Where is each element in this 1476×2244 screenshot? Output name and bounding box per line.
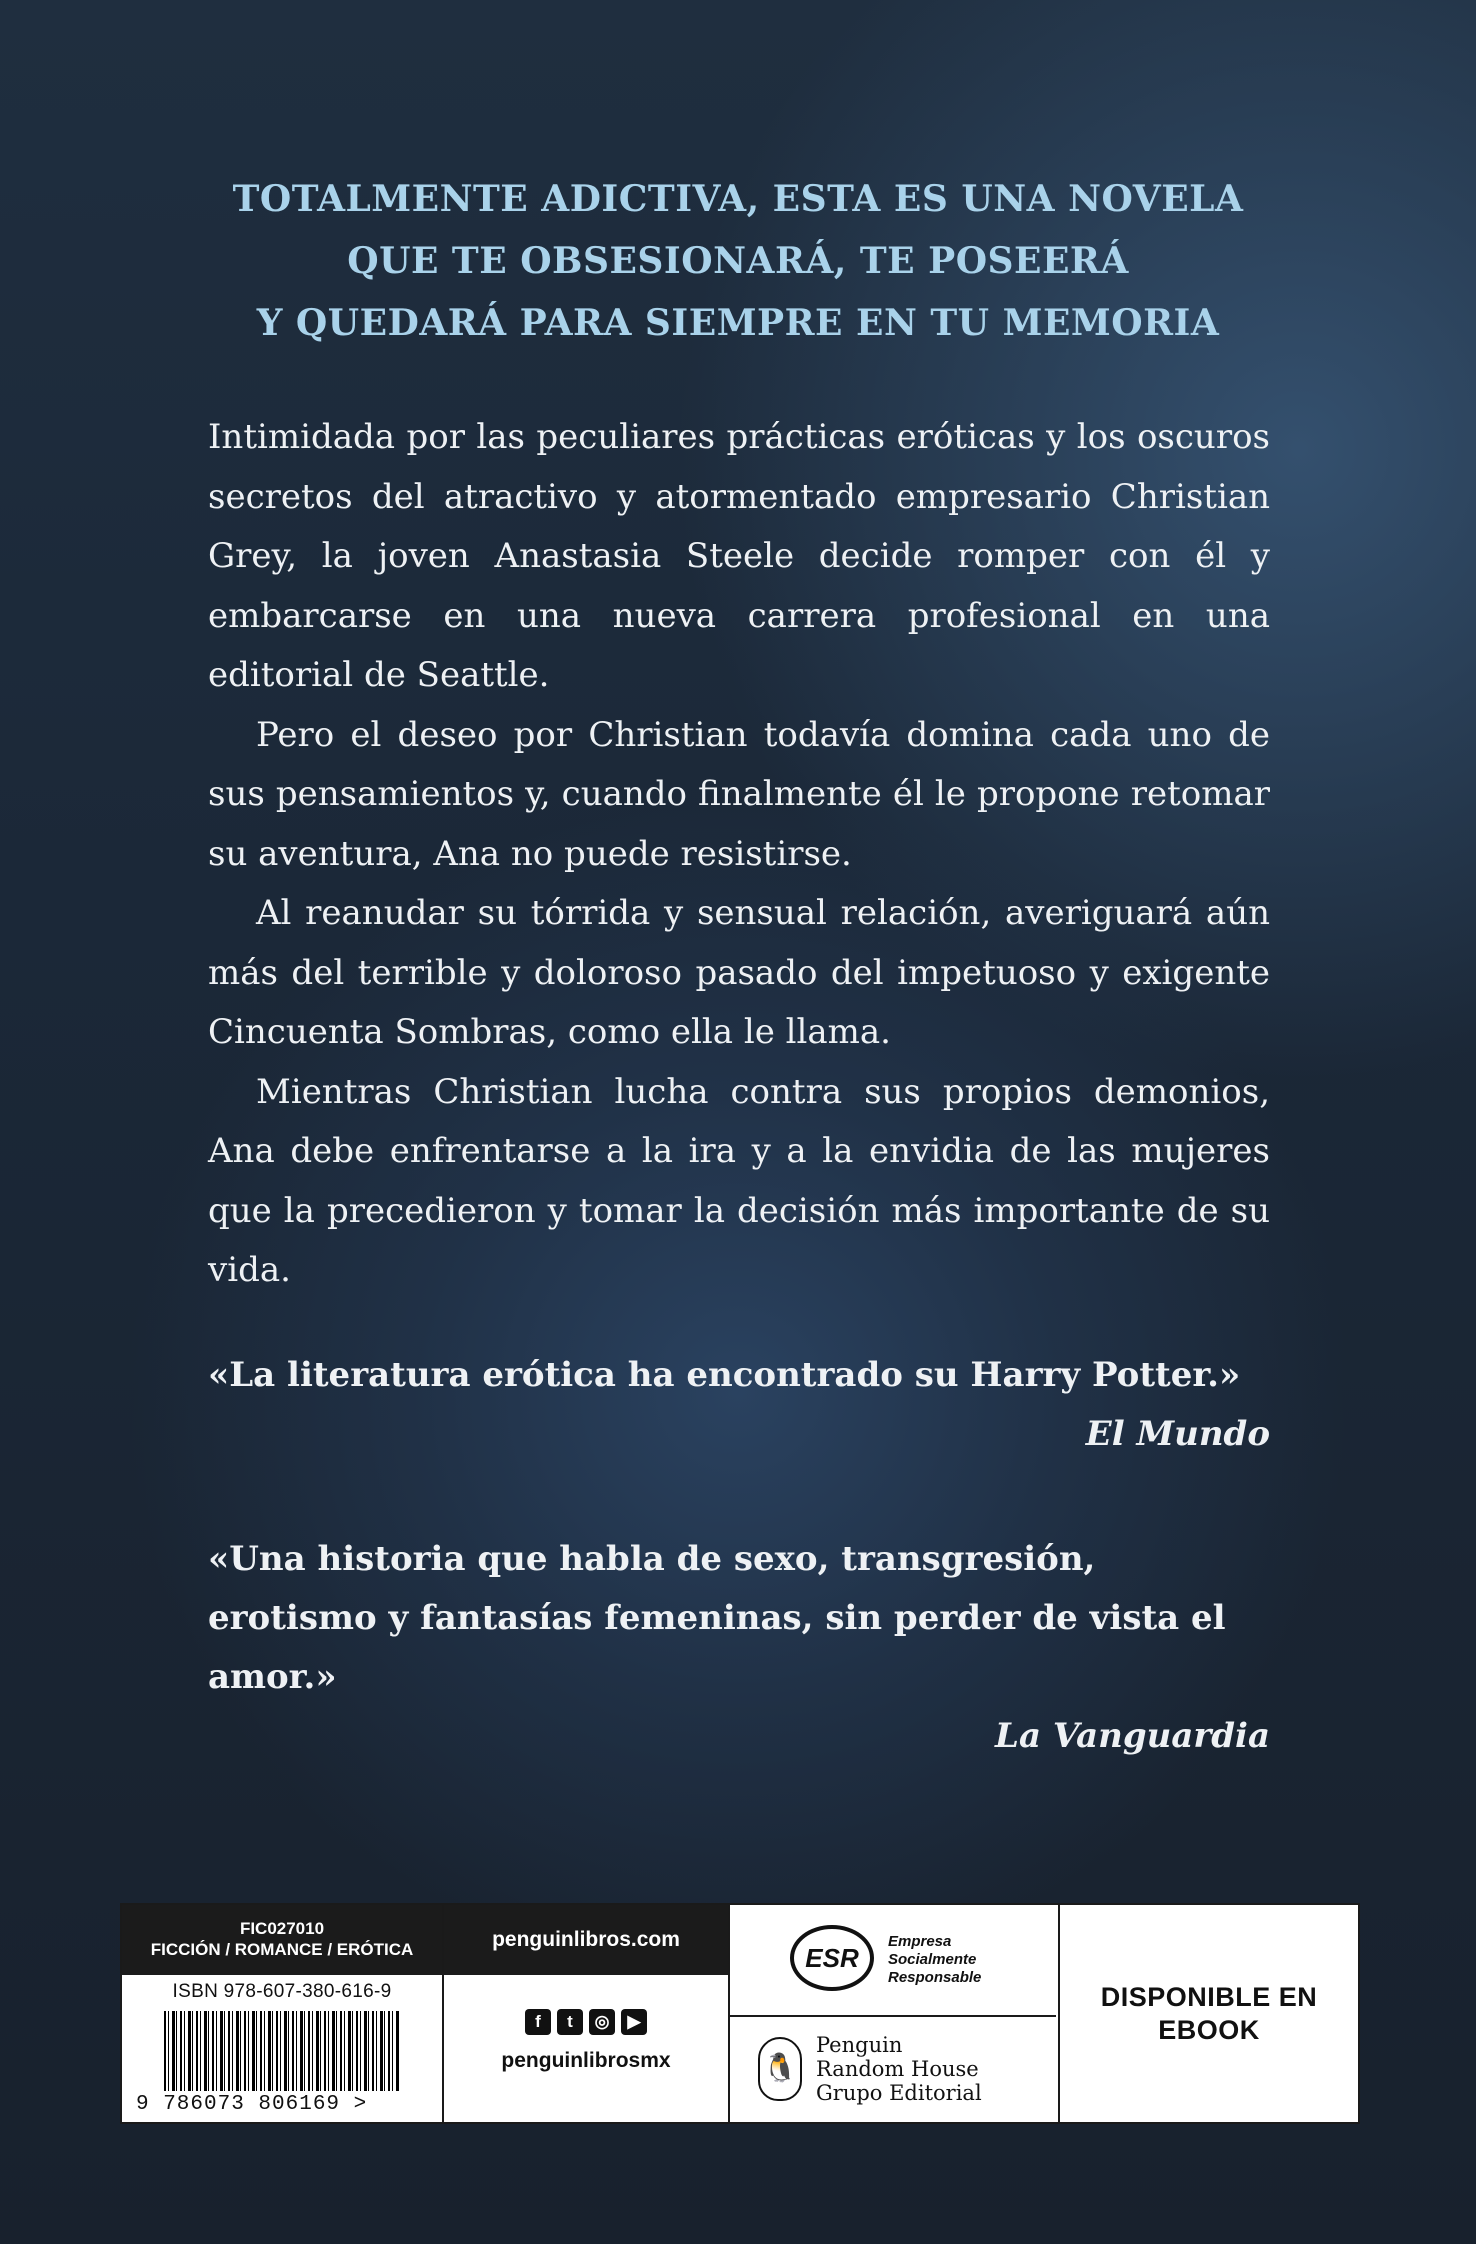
category-band bbox=[122, 1905, 442, 1975]
esr-text bbox=[888, 1933, 981, 1987]
synopsis-paragraph: Intimidada por las peculiares prácticas eróticas y los oscuros secretos del atractivo y atormentado empresario Christian Grey, la joven Anastasia Steele decide romper con él y embarcarse en una nueva carrera profesional en una editorial de Seattle. bbox=[208, 417, 1270, 695]
esr-text-line: Socialmente bbox=[888, 1951, 977, 1968]
quote-source: El Mundo bbox=[1085, 1414, 1270, 1454]
penguin-icon: 🐧 bbox=[758, 2037, 802, 2101]
quote-source: La Vanguardia bbox=[995, 1716, 1270, 1756]
quote-text: «Una historia que habla de sexo, transgresión, erotismo y fantasías femeninas, sin perder de vista el amor.» bbox=[208, 1539, 1226, 1697]
category-code: FIC027010 bbox=[239, 1919, 325, 1938]
barcode bbox=[164, 2011, 400, 2091]
publisher-name-line: Penguin bbox=[816, 2033, 903, 2057]
synopsis-paragraph: Pero el deseo por Christian todavía domina cada uno de sus pensamientos y, cuando finalmente él le propone retomar su aventura, Ana no puede resistirse. bbox=[208, 714, 1270, 874]
barcode-digits: 9 786073 806169 > bbox=[136, 2093, 368, 2116]
synopsis bbox=[208, 408, 1270, 1301]
esr-logo: ESR bbox=[790, 1925, 874, 1991]
review-quote bbox=[208, 1530, 1270, 1766]
publisher-name-line: Grupo Editorial bbox=[816, 2081, 982, 2105]
review-quote bbox=[208, 1346, 1270, 1464]
quote-text: «La literatura erótica ha encontrado su Harry Potter.» bbox=[208, 1355, 1241, 1395]
social-icons bbox=[444, 2009, 728, 2035]
ebook-line: DISPONIBLE EN bbox=[1100, 1982, 1318, 2012]
logos-panel bbox=[730, 1905, 1060, 2122]
ebook-panel bbox=[1060, 1905, 1358, 2122]
website-link[interactable]: penguinlibros.com bbox=[444, 1905, 728, 1975]
esr-text-line: Responsable bbox=[888, 1969, 982, 1986]
facebook-icon[interactable]: f bbox=[525, 2009, 551, 2035]
publisher-name bbox=[816, 2033, 982, 2105]
esr-text-line: Empresa bbox=[888, 1933, 952, 1950]
twitter-icon[interactable]: t bbox=[557, 2009, 583, 2035]
category-label: FICCIÓN / ROMANCE / ERÓTICA bbox=[150, 1940, 414, 1959]
synopsis-paragraph: Mientras Christian lucha contra sus propios demonios, Ana debe enfrentarse a la ira y a la envidia de las mujeres que la precedieron y tomar la decisión más importante de su vida. bbox=[208, 1071, 1270, 1290]
instagram-icon[interactable]: ◎ bbox=[589, 2009, 615, 2035]
social-handle[interactable]: penguinlibrosmx bbox=[501, 2049, 671, 2072]
synopsis-paragraph: Al reanudar su tórrida y sensual relación, averiguará aún más del terrible y doloroso pasado del impetuoso y exigente Cincuenta Sombras, como ella le llama. bbox=[208, 893, 1270, 1052]
tagline-line: Y QUEDARÁ PARA SIEMPRE EN TU MEMORIA bbox=[256, 302, 1220, 344]
tagline bbox=[0, 168, 1476, 354]
web-panel bbox=[444, 1905, 730, 2122]
isbn-panel bbox=[122, 1905, 444, 2122]
tagline-line: TOTALMENTE ADICTIVA, ESTA ES UNA NOVELA bbox=[232, 178, 1244, 220]
isbn: ISBN 978-607-380-616-9 bbox=[172, 1981, 392, 2002]
ebook-line: EBOOK bbox=[1158, 2015, 1260, 2045]
publisher-name-line: Random House bbox=[816, 2057, 979, 2081]
esr-block bbox=[730, 1905, 1056, 2017]
ebook-notice bbox=[1060, 1981, 1358, 2047]
youtube-icon[interactable]: ▶ bbox=[621, 2009, 647, 2035]
tagline-line: QUE TE OBSESIONARÁ, TE POSEERÁ bbox=[347, 240, 1129, 282]
publisher-info-box bbox=[120, 1903, 1360, 2124]
